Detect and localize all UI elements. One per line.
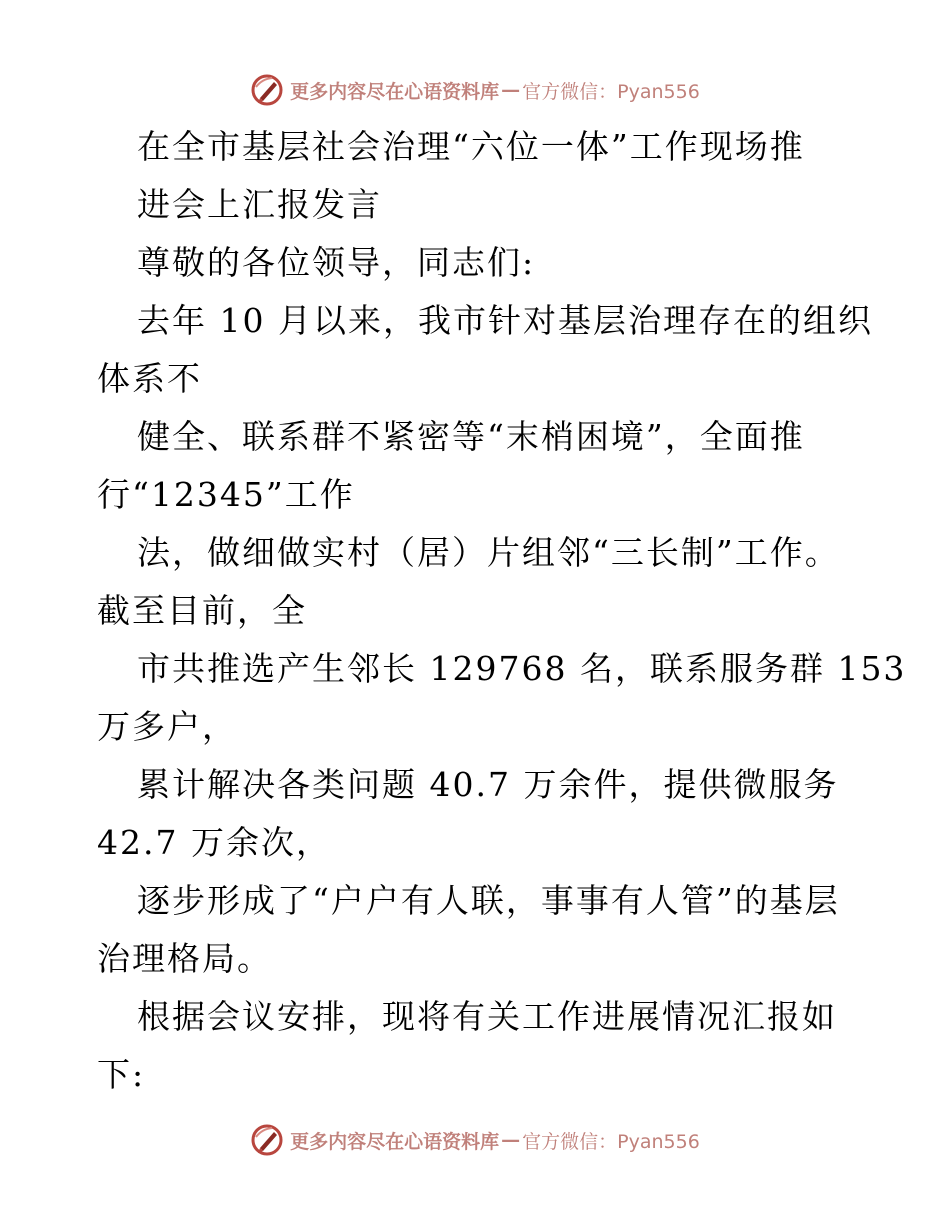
text-line: 在全市基层社会治理“六位一体”工作现场推	[137, 127, 805, 166]
watermark-contact: 官方微信：Pyan556	[522, 1130, 700, 1153]
text-line: 去年 10 月以来，我市针对基层治理存在的组织	[137, 301, 873, 340]
watermark-separator: —	[501, 1129, 521, 1151]
text-line: 行“12345”工作	[97, 475, 355, 514]
text-line: 体系不	[97, 359, 202, 398]
brush-pen-logo-icon	[250, 73, 284, 107]
footer-watermark-banner	[0, 1120, 950, 1160]
text-line: 累计解决各类问题 40.7 万余件，提供微服务	[137, 765, 839, 804]
text-line: 万多户，	[97, 707, 237, 746]
text-line: 42.7 万余次，	[97, 823, 331, 862]
watermark-contact: 官方微信：Pyan556	[522, 80, 700, 103]
watermark-text: 更多内容尽在心语资料库	[290, 80, 500, 103]
document-body	[97, 118, 907, 1104]
text-line: 根据会议安排，现将有关工作进展情况汇报如	[137, 997, 837, 1036]
text-line: 进会上汇报发言	[137, 185, 382, 224]
text-line: 截至目前，全	[97, 591, 307, 630]
brush-pen-logo-icon	[250, 1123, 284, 1157]
text-line: 下:	[97, 1055, 146, 1094]
header-watermark-banner	[0, 70, 950, 110]
text-line: 尊敬的各位领导，同志们:	[137, 243, 536, 282]
watermark-separator: —	[501, 79, 521, 101]
text-line: 治理格局。	[97, 939, 272, 978]
text-line: 法，做细做实村（居）片组邻“三长制”工作。	[137, 533, 840, 572]
text-line: 逐步形成了“户户有人联，事事有人管”的基层	[137, 881, 840, 920]
watermark-text: 更多内容尽在心语资料库	[290, 1130, 500, 1153]
text-line: 市共推选产生邻长 129768 名，联系服务群 153	[137, 649, 907, 688]
text-line: 健全、联系群不紧密等“末梢困境”，全面推	[137, 417, 805, 456]
